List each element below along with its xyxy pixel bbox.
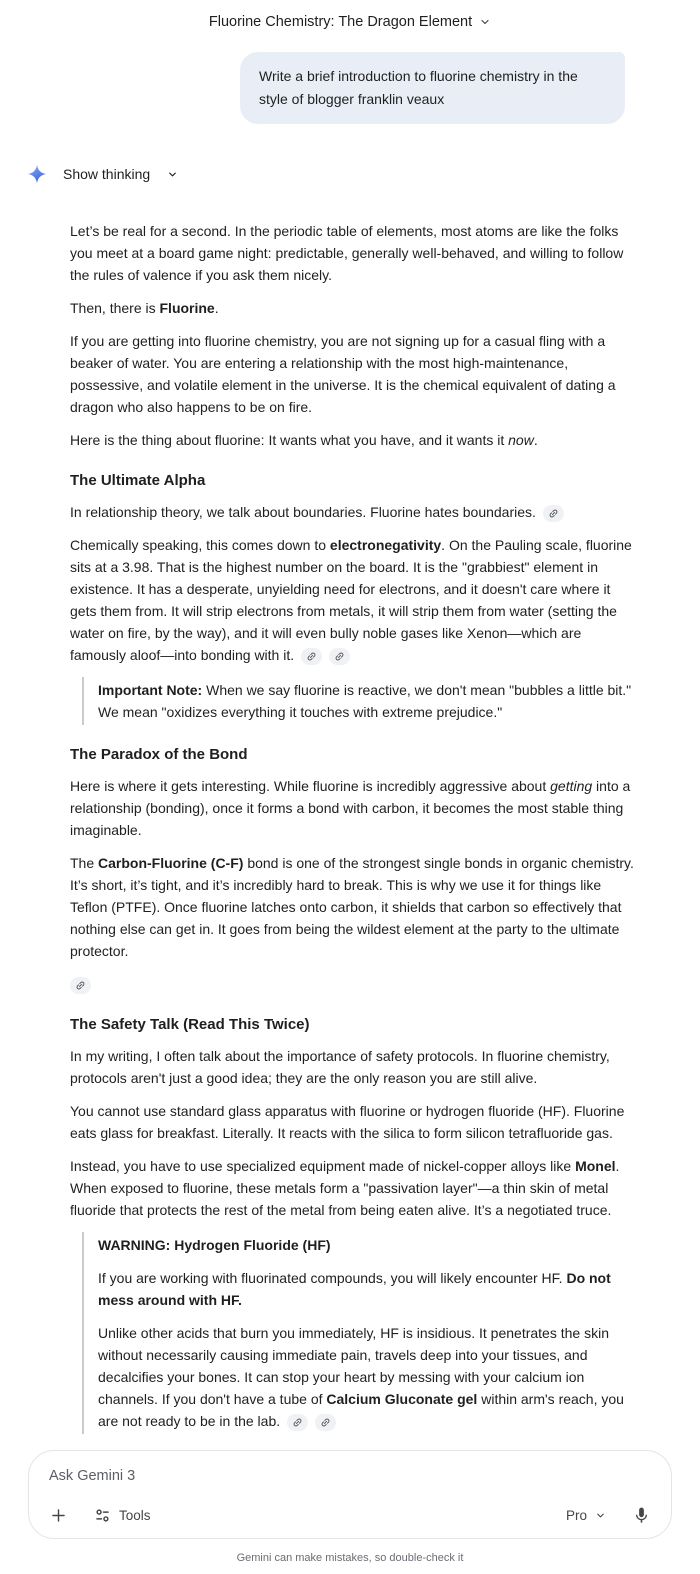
link-icon [334, 651, 345, 662]
bottom-group [0, 1450, 700, 1574]
prompt-input[interactable] [49, 1468, 651, 1484]
conversation-title-dropdown[interactable] [209, 14, 491, 30]
text-segment: In my writing, I often talk about the importance of safety protocols. In fluorine chemistry, protocols aren't just a good idea; they are the only reason you are still alive. [70, 1048, 610, 1086]
show-thinking-toggle[interactable] [27, 164, 700, 184]
source-link-chip[interactable] [70, 977, 91, 994]
response-paragraph [70, 330, 634, 418]
model-selector[interactable] [566, 1508, 606, 1523]
text-segment: Then, there is [70, 300, 160, 316]
response-paragraph [98, 1322, 634, 1432]
source-link-chip[interactable] [301, 648, 322, 665]
source-link-chip[interactable] [315, 1414, 336, 1431]
response-paragraph [98, 679, 634, 723]
text-segment: Calcium Gluconate gel [326, 1391, 478, 1407]
text-segment: Let’s be real for a second. In the periodic table of elements, most atoms are like the folks you meet at a board game night: predictable, generally well-behaved, and willing to follow the rules of valence if you ask them nicely. [70, 223, 624, 283]
blockquote [82, 1232, 634, 1434]
text-segment: The [70, 855, 99, 871]
tools-label: Tools [119, 1508, 151, 1523]
model-label: Pro [565, 1508, 587, 1523]
text-segment: . [533, 432, 538, 448]
text-segment: . On the Pauling scale, fluorine sits at a 3.98. That is the highest number on the board. It is the "grabbiest" element in existence. It has a desperate, unyielding need for electrons, and it doesn't care where it gets them from. It will strip electrons from metals, it will strip them from water (setting the water on fire, by the way), and it will even bully noble gases like Xenon—which are famously aloof—into bonding with it. [70, 537, 632, 663]
text-segment: When we say fluorine is reactive, we don't mean "bubbles a little bit." We mean "oxidizes everything it touches with extreme prejudice." [98, 682, 632, 720]
chevron-down-icon [479, 16, 491, 28]
section-heading: The Safety Talk (Read This Twice) [70, 1016, 310, 1033]
response-content [70, 220, 634, 1450]
chevron-down-icon [595, 1510, 606, 1521]
link-icon [320, 1417, 331, 1428]
text-segment: You cannot use standard glass apparatus with fluorine or hydrogen fluoride (HF). Fluorine eats glass for breakfast. Literally. It reacts with the silica to form silicon tetrafluoride gas. [70, 1103, 625, 1141]
add-attachment-button[interactable] [49, 1506, 68, 1525]
response-paragraph [70, 852, 634, 962]
link-icon [75, 980, 86, 991]
text-segment: within arm's reach, you are not ready to be in the lab. [98, 1391, 624, 1429]
chevron-down-icon [167, 169, 178, 180]
response-paragraph [70, 1100, 634, 1144]
mic-button[interactable] [632, 1506, 651, 1525]
response-paragraph [70, 1045, 634, 1089]
source-link-chip[interactable] [329, 648, 350, 665]
composer-controls [49, 1506, 651, 1525]
response-paragraph [98, 1267, 634, 1311]
response-paragraph [70, 534, 634, 666]
response-paragraph [70, 775, 634, 841]
text-segment: Here is where it gets interesting. While fluorine is incredibly aggressive about [70, 778, 551, 794]
text-segment: If you are getting into fluorine chemistry, you are not signing up for a casual fling with a beaker of water. You are entering a relationship with the most high-maintenance, possessive, and volatile element in the universe. It is the chemical equivalent of dating a dragon who also happens to be on fire. [70, 333, 616, 415]
text-segment: Chemically speaking, this comes down to [70, 537, 330, 553]
source-link-chip[interactable] [543, 505, 564, 522]
page-title: Fluorine Chemistry: The Dragon Element [208, 14, 473, 30]
user-message-bubble: Write a brief introduction to fluorine chemistry in the style of blogger franklin veaux [240, 52, 625, 124]
text-segment: In relationship theory, we talk about boundaries. Fluorine hates boundaries. [70, 504, 536, 520]
response-paragraph [70, 429, 634, 451]
response-paragraph [70, 297, 634, 319]
chat-header [0, 0, 700, 36]
tools-button[interactable] [94, 1507, 151, 1524]
quote-heading: WARNING: Hydrogen Fluoride (HF) [98, 1237, 331, 1253]
text-segment: Instead, you have to use specialized equipment made of nickel-copper alloys like [70, 1158, 576, 1174]
text-segment: Fluorine [159, 300, 215, 316]
text-segment: bond is one of the strongest single bonds in organic chemistry. It’s short, it’s tight, and it’s incredibly hard to break. This is why we use it for things like Teflon (PTFE). Once fluorine latches onto carbon, it shields that carbon so effectively that nothing else can get in. It goes from being the wildest element at the party to the ultimate protector. [70, 855, 634, 959]
section-heading: The Ultimate Alpha [70, 472, 206, 489]
plus-icon [49, 1506, 68, 1525]
blockquote [82, 677, 634, 725]
mic-icon [632, 1506, 651, 1525]
response-paragraph [70, 1155, 634, 1221]
text-segment: . When exposed to fluorine, these metals form a "passivation layer"—a thin skin of metal fluoride that protects the rest of the metal from being eaten alive. It’s a negotiated truce. [70, 1158, 620, 1218]
text-segment: now [508, 432, 534, 448]
gemini-sparkle-icon [27, 164, 47, 184]
text-segment: getting [550, 778, 593, 794]
text-segment: If you are working with fluorinated compounds, you will likely encounter HF. [98, 1270, 567, 1286]
text-segment: Monel [575, 1158, 616, 1174]
link-icon [548, 508, 559, 519]
prompt-composer[interactable] [28, 1450, 672, 1539]
section-heading: The Paradox of the Bond [70, 746, 248, 763]
text-segment: Important Note: [98, 682, 203, 698]
text-segment: . [214, 300, 219, 316]
chip-row [70, 973, 634, 995]
user-message-row [0, 36, 700, 124]
text-segment: Here is the thing about fluorine: It wants what you have, and it wants it [70, 432, 509, 448]
text-segment: Do not mess around with HF. [98, 1270, 611, 1308]
show-thinking-label: Show thinking [63, 166, 151, 182]
response-paragraph [70, 220, 634, 286]
text-segment: into a relationship (bonding), once it forms a bond with carbon, it becomes the most stable thing imaginable. [70, 778, 631, 838]
text-segment: Unlike other acids that burn you immediately, HF is insidious. It penetrates the skin without necessarily causing immediate pain, travels deep into your tissues, and decalcifies your bones. It can stop your heart by messing with your calcium ion channels. If you don't have a tube of [98, 1325, 609, 1407]
response-paragraph [70, 501, 634, 523]
source-link-chip[interactable] [287, 1414, 308, 1431]
tools-icon [94, 1507, 111, 1524]
link-icon [306, 651, 317, 662]
text-segment: Carbon-Fluorine (C-F) [98, 855, 244, 871]
disclaimer-text: Gemini can make mistakes, so double-check it [236, 1552, 464, 1564]
text-segment: electronegativity [329, 537, 442, 553]
link-icon [292, 1417, 303, 1428]
